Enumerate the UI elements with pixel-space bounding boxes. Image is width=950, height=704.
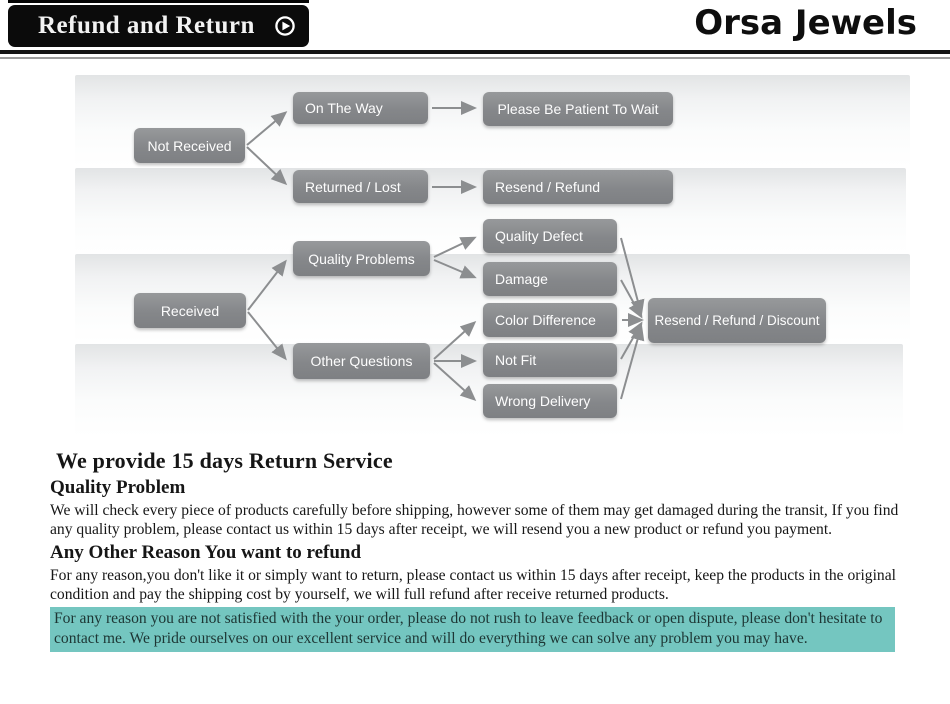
brand-logo: Orsa Jewels	[694, 3, 917, 43]
flow-node-resend-refund: Resend / Refund	[483, 170, 673, 204]
flow-node-returned-lost: Returned / Lost	[293, 170, 428, 203]
policy-title: We provide 15 days Return Service	[56, 448, 393, 473]
flow-node-quality-defect: Quality Defect	[483, 219, 617, 253]
flow-node-color-difference: Color Difference	[483, 303, 617, 337]
tab-label: Refund and Return	[38, 12, 255, 39]
flow-node-quality-problems: Quality Problems	[293, 241, 430, 276]
flow-node-resend-refund-discount: Resend / Refund / Discount	[648, 298, 826, 343]
flow-node-not-received: Not Received	[134, 128, 245, 163]
flow-node-on-the-way: On The Way	[293, 92, 428, 124]
header-divider-thin	[0, 57, 950, 59]
flow-node-please-be-patient: Please Be Patient To Wait	[483, 92, 673, 126]
refund-flowchart	[75, 75, 910, 437]
highlighted-note: For any reason you are not satisfied with the your order, please do not rush to leave feedback or open dispute, please don't hesitate to contact me. We pride ourselves on our excellent service and will do everything we can solve any problem you may have.	[50, 607, 895, 652]
refund-return-tab[interactable]	[8, 5, 309, 47]
flow-node-wrong-delivery: Wrong Delivery	[483, 384, 617, 418]
quality-problem-body: We will check every piece of products carefully before shipping, however some of them may get damaged during the transit, If you find any quality problem, please contact us within 15 days after receipt, we will resend you a new product or refund you payment.	[50, 502, 899, 538]
return-policy-text	[50, 448, 908, 652]
flow-node-not-fit: Not Fit	[483, 343, 617, 377]
play-icon	[274, 15, 296, 37]
header-divider-thick	[0, 50, 950, 54]
flow-node-received: Received	[134, 293, 246, 328]
quality-problem-heading: Quality Problem	[50, 477, 186, 498]
tab-top-accent-line	[8, 0, 309, 3]
other-reason-body: For any reason,you don't like it or simply want to return, please contact us within 15 days after receipt, keep the products in the original condition and pay the shipping cost by yourself, we will full refund after receive returned products.	[50, 567, 896, 603]
other-reason-heading: Any Other Reason You want to refund	[50, 542, 362, 563]
flow-node-damage: Damage	[483, 262, 617, 296]
flow-node-other-questions: Other Questions	[293, 343, 430, 379]
